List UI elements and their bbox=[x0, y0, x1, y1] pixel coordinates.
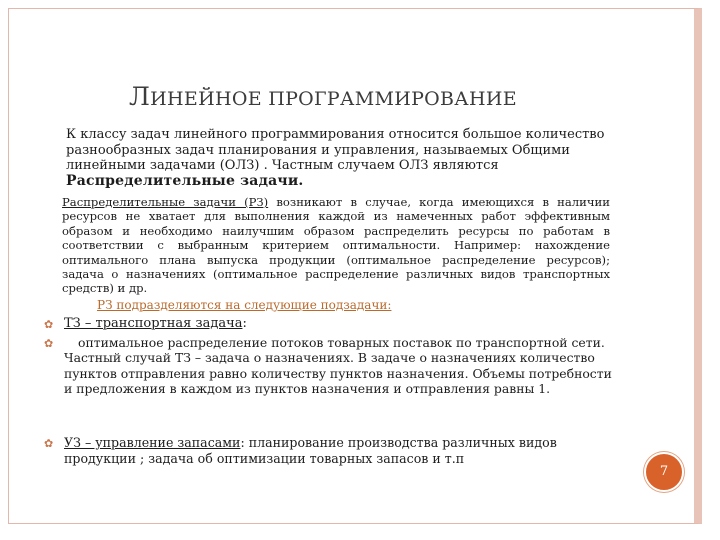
transport-task-colon: : bbox=[242, 316, 247, 331]
definition-paragraph bbox=[62, 195, 610, 296]
intro-bold-term: Распределительные задачи. bbox=[66, 172, 304, 189]
inventory-management-text: : планирование производства различных видов продукции ; задача об оптимизации товарных запасов и т.п bbox=[64, 435, 557, 466]
transport-task-label: ТЗ – транспортная задача bbox=[64, 316, 243, 331]
bullet-transport-task bbox=[64, 316, 247, 331]
definition-text: возникают в случае, когда имеющихся в наличии ресурсов не хватает для выполнения каждой из намеченных работ эффективным образом и необходимо наилучшим образом распределить ресурсы по работам в соответствии с выбранным критерием оптимальности. Например: нахождение оптимального плана выпуска продукции (оптимальное распределение ресурсов); задача о назначениях (оптимальное распределение различных видов транспортных средств) и др. bbox=[62, 195, 610, 296]
intro-line-3: линейными задачами (ОЛЗ) . Частным случаем ОЛЗ являются bbox=[66, 158, 499, 173]
bullet-optimal-distribution bbox=[64, 335, 612, 396]
optimal-distribution-text: оптимальное распределение потоков товарных поставок по транспортной сети. Частный случай ТЗ – задача о назначениях. В задаче о назначениях количество пунктов отправления равно количеству пунктов назначения. Объемы потребности и предложения в каждом из пунктов назначения и отправления равны 1. bbox=[64, 335, 612, 396]
slide-title bbox=[129, 82, 689, 111]
title-rest: ИНЕЙНОЕ ПРОГРАММИРОВАНИЕ bbox=[150, 88, 517, 110]
bullet-icon: ✿ bbox=[44, 318, 54, 331]
title-first-letter: Л bbox=[129, 82, 151, 111]
subdivision-heading: РЗ подразделяются на следующие подзадачи: bbox=[97, 298, 392, 312]
bullet-icon: ✿ bbox=[44, 437, 54, 450]
definition-label: Распределительные задачи (РЗ) bbox=[62, 195, 269, 209]
bullet-icon: ✿ bbox=[44, 337, 54, 350]
bullet-inventory-management bbox=[64, 435, 612, 466]
inventory-management-label: УЗ – управление запасами bbox=[64, 435, 241, 450]
intro-line-1: К классу задач линейного программирования относится большое количество bbox=[66, 127, 605, 142]
page-number-badge: 7 bbox=[644, 452, 684, 492]
intro-paragraph bbox=[62, 127, 632, 189]
intro-line-2: разнообразных задач планирования и управления, называемых Общими bbox=[66, 142, 570, 158]
